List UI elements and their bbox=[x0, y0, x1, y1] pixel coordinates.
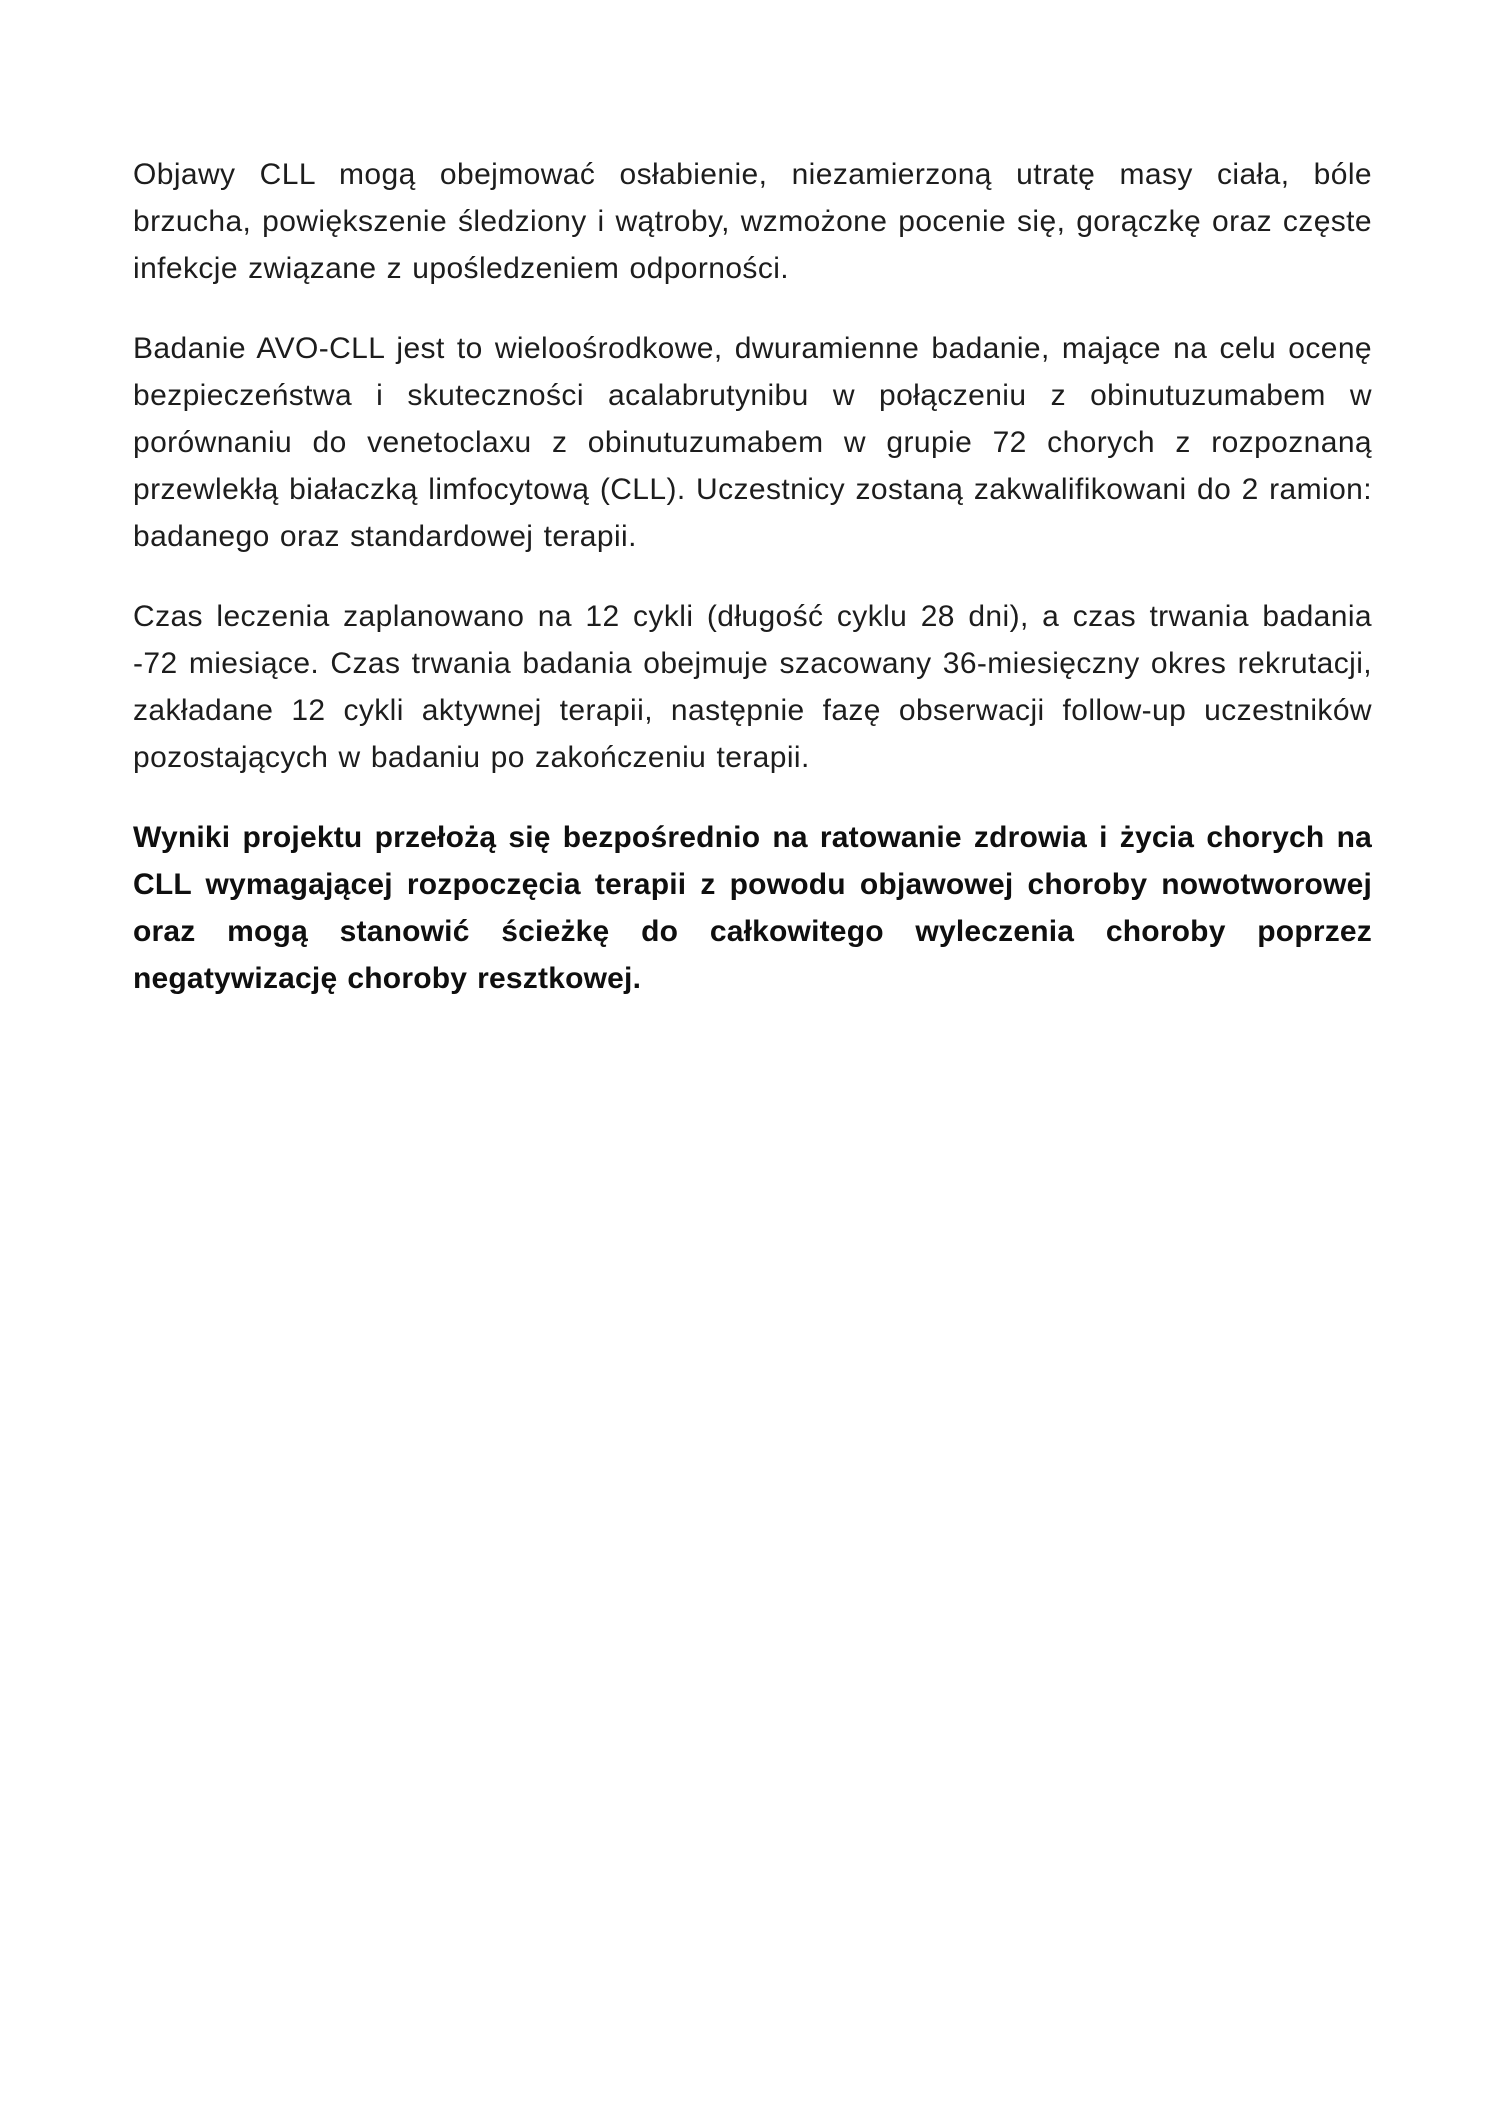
paragraph-treatment-duration: Czas leczenia zaplanowano na 12 cykli (długość cyklu 28 dni), a czas trwania badania -72 miesiące. Czas trwania badania obejmuje szacowany 36-miesięczny okres rekrutacji, zakładane 12 cykli aktywnej terapii, następnie fazę obserwacji follow-up uczestników pozostających w badaniu po zakończeniu terapii. bbox=[133, 600, 1372, 774]
paragraph-avo-cll-study-description: Badanie AVO-CLL jest to wieloośrodkowe, dwuramienne badanie, mające na celu ocenę bezpieczeństwa i skuteczności acalabrutynibu w połączeniu z obinutuzumabem w porównaniu do venetoclaxu z obinutuzumabem w grupie 72 chorych z rozpoznaną przewlekłą białaczką limfocytową (CLL). Uczestnicy zostaną zakwalifikowani do 2 ramion: badanego oraz standardowej terapii. bbox=[133, 332, 1372, 553]
paragraph-cll-symptoms: Objawy CLL mogą obejmować osłabienie, niezamierzoną utratę masy ciała, bóle brzucha, powiększenie śledziony i wątroby, wzmożone pocenie się, gorączkę oraz częste infekcje związane z upośledzeniem odporności. bbox=[133, 158, 1372, 285]
paragraph-project-results-bold: Wyniki projektu przełożą się bezpośrednio na ratowanie zdrowia i życia chorych na CLL wymagającej rozpoczęcia terapii z powodu objawowej choroby nowotworowej oraz mogą stanowić ścieżkę do całkowitego wyleczenia choroby poprzez negatywizację choroby resztkowej. bbox=[133, 821, 1372, 995]
